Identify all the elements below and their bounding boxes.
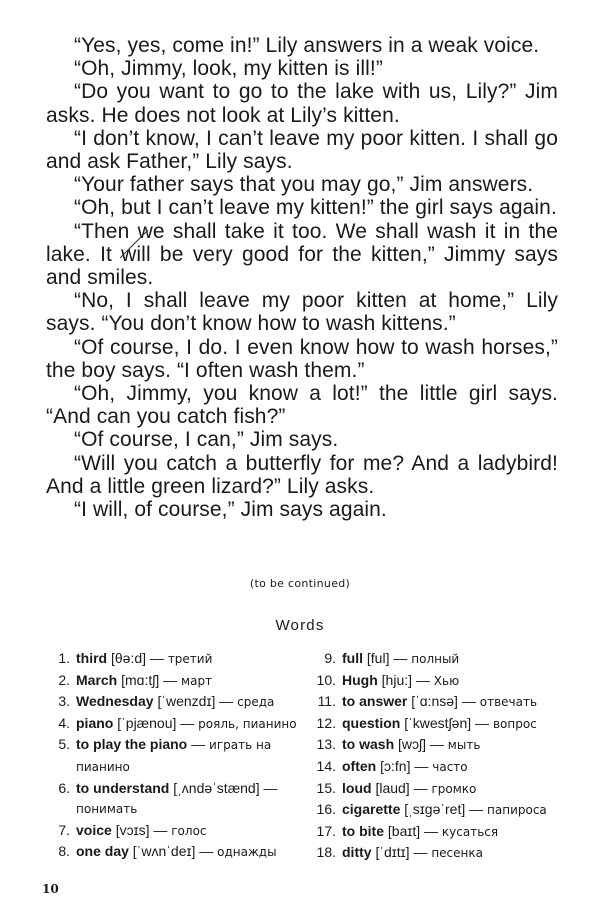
vocab-word: cigarette [342,801,401,818]
vocab-word: to wash [342,736,395,753]
vocab-word: full [342,650,363,666]
vocab-word: to understand [76,779,170,796]
vocab-item [40,841,302,863]
vocab-pronunciation: [vɔɪs] [115,821,150,838]
vocab-dash: — [469,801,484,818]
vocab-number: 11. [317,693,336,710]
vocab-pronunciation: [baɪt] [387,822,421,839]
vocab-item [308,648,566,670]
vocab-pronunciation: [ˌsɪgəˈret] [404,801,466,818]
vocab-word: March [76,671,118,688]
vocab-number: 6. [58,779,70,796]
vocab-translation: отвечать [479,695,538,710]
story-paragraph: “Oh, Jimmy, you know a lot!” the little girl says. “And can you catch fish?” [46,382,558,429]
vocab-dash: — [153,821,168,838]
vocab-entry [342,713,566,735]
vocab-word: question [342,714,401,731]
vocab-number: 16. [316,801,336,818]
vocab-word: Hugh [342,671,378,688]
vocab-item [308,778,566,800]
vocab-translation: папироса [487,803,547,818]
vocab-dash: — [414,757,429,774]
vocab-translation: часто [432,759,468,774]
vocab-entry [76,670,302,692]
vocab-word: third [76,650,108,666]
vocab-number: 9. [324,650,336,666]
vocab-item [308,670,566,692]
vocab-item [308,821,566,843]
story-paragraph: “No, I shall leave my poor kitten at home,” Lily says. “You don’t know how to wash kittens.” [46,289,558,336]
vocab-translation: громко [431,781,477,796]
vocab-entry [342,670,566,692]
vocab-number: 4. [58,714,70,731]
vocab-item [308,799,566,821]
vocab-word: one day [76,843,129,860]
vocab-pronunciation: [ˈkwestʃən] [404,714,472,731]
vocab-translation: рояль, пианино [198,716,297,731]
vocab-dash: — [415,671,430,688]
vocab-translation: голос [171,823,207,838]
vocab-pronunciation: [hju:] [381,671,413,688]
vocab-translation: Хью [433,673,460,688]
vocab-word: ditty [342,844,372,861]
vocab-item [308,756,566,778]
page-number: 10 [42,882,59,896]
story-paragraph: “Your father says that you may go,” Jim answers. [74,173,534,197]
vocab-word: loud [342,779,372,796]
vocab-word: piano [76,714,114,731]
vocab-pronunciation: [ˌʌndəˈstænd] [173,779,260,796]
vocab-list-right [308,648,566,864]
vocab-translation: третий [167,652,213,666]
vocab-number: 13. [316,736,336,753]
vocab-entry [342,734,566,756]
vocab-entry [342,799,566,821]
story-paragraph: “Then we shall take it too. We shall wash it in the lake. It will be very good for the kitten,” Jimmy says and smiles. [46,219,558,290]
vocab-pronunciation: [ful] [366,650,390,666]
vocab-list-left [40,648,302,863]
vocab-entry [76,841,302,863]
vocab-translation: вопрос [492,716,537,731]
vocab-dash: — [413,779,428,796]
vocab-number: 1. [58,650,70,666]
story-paragraph: “Oh, Jimmy, look, my kitten is ill!” [74,57,383,81]
vocab-number: 3. [58,693,70,710]
vocab-entry [76,734,302,777]
vocab-word: voice [76,821,112,838]
vocab-dash: — [199,843,214,860]
vocab-entry [76,648,302,670]
story-paragraph: “I will, of course,” Jim says again. [74,498,387,522]
vocab-item [40,778,302,820]
vocab-translation: песенка [431,846,483,861]
vocab-number: 15. [316,779,336,796]
vocab-pronunciation: [mɑ:tʃ] [121,671,160,688]
story-paragraph: “Of course, I can,” Jim says. [74,428,339,452]
vocab-translation: понимать [76,802,138,817]
vocab-number: 18. [316,844,336,861]
vocab-dash: — [219,693,234,710]
vocab-number: 12. [316,714,336,731]
vocab-item [40,713,302,735]
story-paragraph: “I don’t know, I can’t leave my poor kitten. I shall go and ask Father,” Lily says. [46,126,558,174]
vocab-number: 2. [58,671,70,688]
vocab-pronunciation: [θə:d] [111,650,147,666]
vocab-pronunciation: [laud] [375,779,410,796]
vocab-entry [342,691,566,713]
vocab-dash: — [163,671,178,688]
vocab-pronunciation: [ˈɑ:nsə] [411,693,458,710]
vocab-pronunciation: [ɔ:fn] [380,757,411,774]
vocab-word: Wednesday [76,693,154,710]
vocab-dash: — [263,779,278,796]
vocab-entry [342,842,566,864]
vocab-item [308,734,566,756]
story-paragraph: “Oh, but I can’t leave my kitten!” the girl says again. [74,196,557,220]
vocab-entry [342,756,566,778]
vocab-entry [342,778,566,800]
vocab-word: often [342,757,377,774]
story-paragraph: “Yes, yes, come in!” Lily answers in a weak voice. [74,34,540,57]
vocab-pronunciation: [ˈpjænou] [117,714,177,731]
vocab-dash: — [149,650,164,666]
vocab-dash: — [191,736,206,753]
vocab-item [308,842,566,864]
vocab-item [308,691,566,713]
vocab-entry [76,820,302,842]
vocab-pronunciation: [ˈwenzdɪ] [157,693,216,710]
vocab-entry [76,691,302,713]
vocab-dash: — [429,736,444,753]
vocab-entry [76,713,302,735]
vocab-translation: кусаться [441,824,499,839]
vocab-word: to answer [342,693,408,710]
vocab-dash: — [413,844,428,861]
vocab-translation: полный [411,652,460,666]
vocab-dash: — [475,714,490,731]
vocab-entry [342,821,566,843]
vocab-number: 5. [58,736,70,753]
vocab-number: 17. [316,822,336,839]
vocab-number: 14. [316,757,336,774]
vocab-dash: — [393,650,408,666]
vocab-item [40,648,302,670]
story-text [46,34,558,521]
vocab-pronunciation: [wɔʃ] [398,736,427,753]
to-be-continued: (to be continued) [249,577,351,590]
story-paragraph: “Of course, I do. I even know how to wash horses,” the boy says. “I often wash them.” [46,335,558,382]
vocab-number: 8. [58,843,70,860]
vocab-pronunciation: [ˈwʌnˈdeɪ] [132,843,196,860]
vocab-dash: — [180,714,195,731]
vocab-entry [342,648,566,670]
vocab-item [40,691,302,713]
vocab-pronunciation: [ˈdɪtɪ] [375,844,410,861]
vocab-item [40,734,302,777]
vocab-word: to play the piano [76,736,188,753]
vocab-item [40,670,302,692]
words-heading: Words [275,617,325,634]
vocab-translation: март [181,673,213,688]
vocab-number: 7. [58,821,70,838]
story-paragraph: “Will you catch a butterfly for me? And a ladybird! And a little green lizard?” Lily asks. [46,451,558,498]
vocab-translation: однажды [217,845,277,860]
story-paragraph: “Do you want to go to the lake with us, Lily?” Jim asks. He does not look at Lily’s kitten. [46,80,558,127]
vocab-item [308,713,566,735]
vocab-entry [76,778,302,820]
vocab-dash: — [461,693,476,710]
vocab-word: to bite [342,822,384,839]
vocab-item [40,820,302,842]
vocab-translation: мыть [447,738,481,753]
vocab-number: 10. [316,671,336,688]
vocab-translation: играть на пианино [76,738,272,774]
vocab-dash: — [424,822,439,839]
vocab-translation: среда [237,695,275,710]
